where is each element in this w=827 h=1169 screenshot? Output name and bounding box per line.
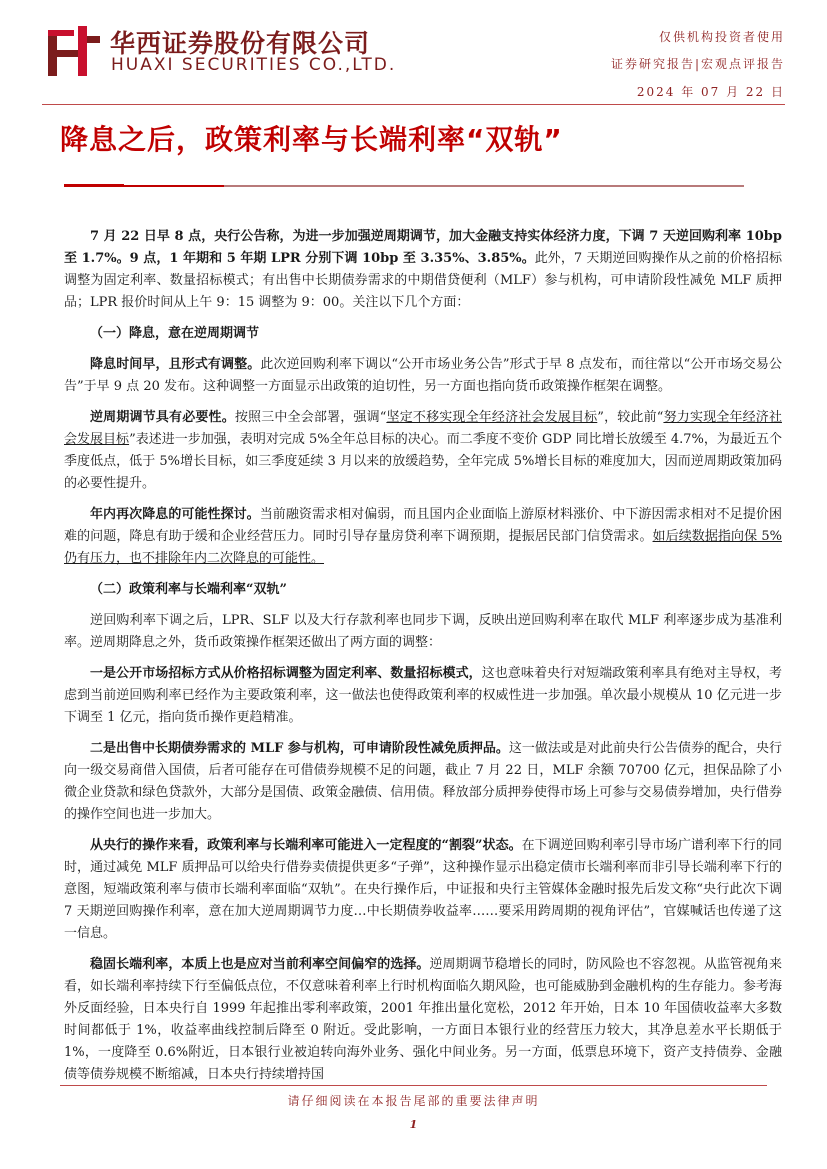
paragraph-rate-timing (64, 354, 782, 398)
paragraph-mlf-collateral (64, 738, 782, 826)
paragraph-text: 逆周期调节稳增长的同时，防风险也不容忽视。从监管视角来看，如长端利率持续下行至偏低点位，不仅意味着利率上行时机构面临久期风险，也可能威胁到金融机构的生存能力。参考海外反面经验，日本央行自 1999 年起推出零利率政策，2001 年推出量化宽松，2012 年开始，日本 10 年国债收益率大多数时间都低于 1%，收益率曲线控制后降至 0 附近。受此影响，一方面日本银行业的经营压力较大，其净息差水平长期低于 1%，一度降至 0.6%附近，日本银行业被迫转向海外业务、强化中间业务。另一方面，低票息环境下，资产支持债券、金融债等债券规模不断缩减，日本央行持续增持国 (64, 957, 782, 1082)
underlined-quote: 努力实现全年经济社会发展目标 (64, 410, 782, 447)
title-underline (124, 185, 224, 187)
section-heading-2: （二）政策利率与长端利率“双轨” (90, 582, 287, 597)
lead-bold: 一是公开市场招标方式从价格招标调整为固定利率、数量招标模式， (90, 666, 482, 681)
paragraph-text: 这也意味着央行对短端政策利率具有绝对主导权，考虑到当前逆回购利率已经作为主要政策利率，这一做法也使得政策利率的权威性进一步加强。单次最小规模从 10 亿元进一步下调至 1 亿元，指向货币操作更趋精准。 (64, 666, 782, 725)
paragraph-text: 按照三中全会部署，强调“ (234, 410, 387, 425)
paragraph-tender-mode (64, 663, 782, 729)
lead-bold: 从央行的操作来看，政策利率与长端利率可能进入一定程度的“割裂”状态。 (90, 838, 522, 853)
paragraph-countercyclical (64, 407, 782, 495)
paragraph-text: ”表述进一步加强，表明对完成 5%全年总目标的决心。而二季度不变价 GDP 同比增长放缓至 4.7%，为最近五个季度低点，低于 5%增长目标，如三季度延续 3 月以来的放缓趋势，全年完成 5%增长目标的难度加大，因而逆周期政策加码的必要性提升。 (64, 432, 782, 491)
paragraph-text: 这一做法或是对此前央行公告债券的配合，央行向一级交易商借入国债，后者可能存在可借债券规模不足的问题，截止 7 月 22 日，MLF 余额 70700 亿元，担保品除了小微企业贷款和绿色贷款外，大部分是国债、政策金融债、信用债。释放部分质押券使得市场上可参与交易债券增加，央行借券的操作空间也进一步加大。 (64, 741, 782, 822)
lead-bold: 二是出售中长期债券需求的 MLF 参与机构，可申请阶段性减免质押品。 (90, 741, 509, 756)
title-underline-light (224, 185, 744, 187)
paragraph-long-rate (64, 954, 782, 1086)
intro-bold: 7 月 22 日早 8 点，央行公告称，为进一步加强逆周期调节，加大金融支持实体经济力度，下调 7 天逆回购利率 10bp 至 1.7%。9 点，1 年期和 5 年期 LPR 分别下调 10bp 至 3.35%、3.85%。 (64, 229, 782, 266)
intro-paragraph (64, 226, 782, 314)
footer-divider (60, 1085, 767, 1086)
huaxi-logo-icon (48, 26, 100, 76)
page-title: 降息之后，政策利率与长端利率“双轨” (60, 123, 563, 156)
lead-bold: 降息时间早，且形式有调整。 (90, 357, 261, 372)
paragraph-framework: 逆回购利率下调之后，LPR、SLF 以及大行存款利率也同步下调，反映出逆回购利率在取代 MLF 利率逐步成为基准利率。逆周期降息之外，货币政策操作框架还做出了两方面的调整： (64, 613, 782, 650)
intro-text: 此外，7 天期逆回购操作从之前的价格招标调整为固定利率、数量招标模式；有出售中长期债券需求的中期借贷便利（MLF）参与机构，可申请阶段性减免 MLF 质押品；LPR 报价时间从上午 9：15 调整为 9：00。关注以下几个方面： (64, 251, 782, 310)
report-type: 证券研究报告|宏观点评报告 (610, 57, 785, 71)
paragraph-text: 在下调逆回购利率引导市场广谱利率下行的同时，通过减免 MLF 质押品可以给央行借券卖债提供更多“子弹”，这种操作显示出稳定债市长端利率而非引导长端利率下行的意图，短端政策利率与债市长端利率面临“双轨”。在央行操作后，中证报和央行主管媒体金融时报先后发文称“央行此次下调 7 天期逆回购操作利率，意在加大逆周期调节力度…中长期债券收益率……要采用跨周期的视角评估”，官媒喊话也传递了这一信息。 (64, 838, 782, 941)
paragraph-dual-track (64, 835, 782, 945)
paragraph-second-cut (64, 504, 782, 570)
paragraph-text: ”，较此前“ (597, 410, 664, 425)
underlined-quote: 坚定不移实现全年经济社会发展目标 (386, 410, 598, 425)
company-logo (48, 24, 397, 80)
lead-bold: 逆周期调节具有必要性。 (90, 410, 235, 425)
audience-note: 仅供机构投资者使用 (658, 30, 785, 44)
header-divider (42, 104, 785, 105)
title-underline-accent (64, 184, 124, 187)
logo-text-en: HUAXI SECURITIES CO.,LTD. (111, 55, 397, 75)
lead-bold: 年内再次降息的可能性探讨。 (90, 507, 260, 522)
legal-disclaimer-note: 请仔细阅读在本报告尾部的重要法律声明 (287, 1094, 540, 1108)
section-heading-1: （一）降息，意在逆周期调节 (90, 326, 260, 341)
paragraph-text: 此次逆回购利率下调以“公开市场业务公告”形式于早 8 点发布，而往常以“公开市场交易公告”于早 9 点 20 发布。这种调整一方面显示出政策的迫切性，另一方面也指向货币政策操作框架在调整。 (64, 357, 782, 394)
logo-text-cn: 华西证券股份有限公司 (110, 29, 371, 58)
report-date: 2024 年 07 月 22 日 (636, 85, 785, 99)
paragraph-text: 当前融资需求相对偏弱，而且国内企业面临上游原材料涨价、中下游因需求相对不足提价困难的问题，降息有助于缓和企业经营压力。同时引导存量房贷利率下调预期，提振居民部门信贷需求。 (64, 507, 782, 544)
report-body (64, 226, 782, 1095)
lead-bold: 稳固长端利率，本质上也是应对当前利率空间偏窄的选择。 (90, 957, 430, 972)
underlined-text: 如后续数据指向保 5%仍有压力，也不排除年内二次降息的可能性。 (64, 529, 782, 566)
page-number: 1 (409, 1118, 418, 1131)
